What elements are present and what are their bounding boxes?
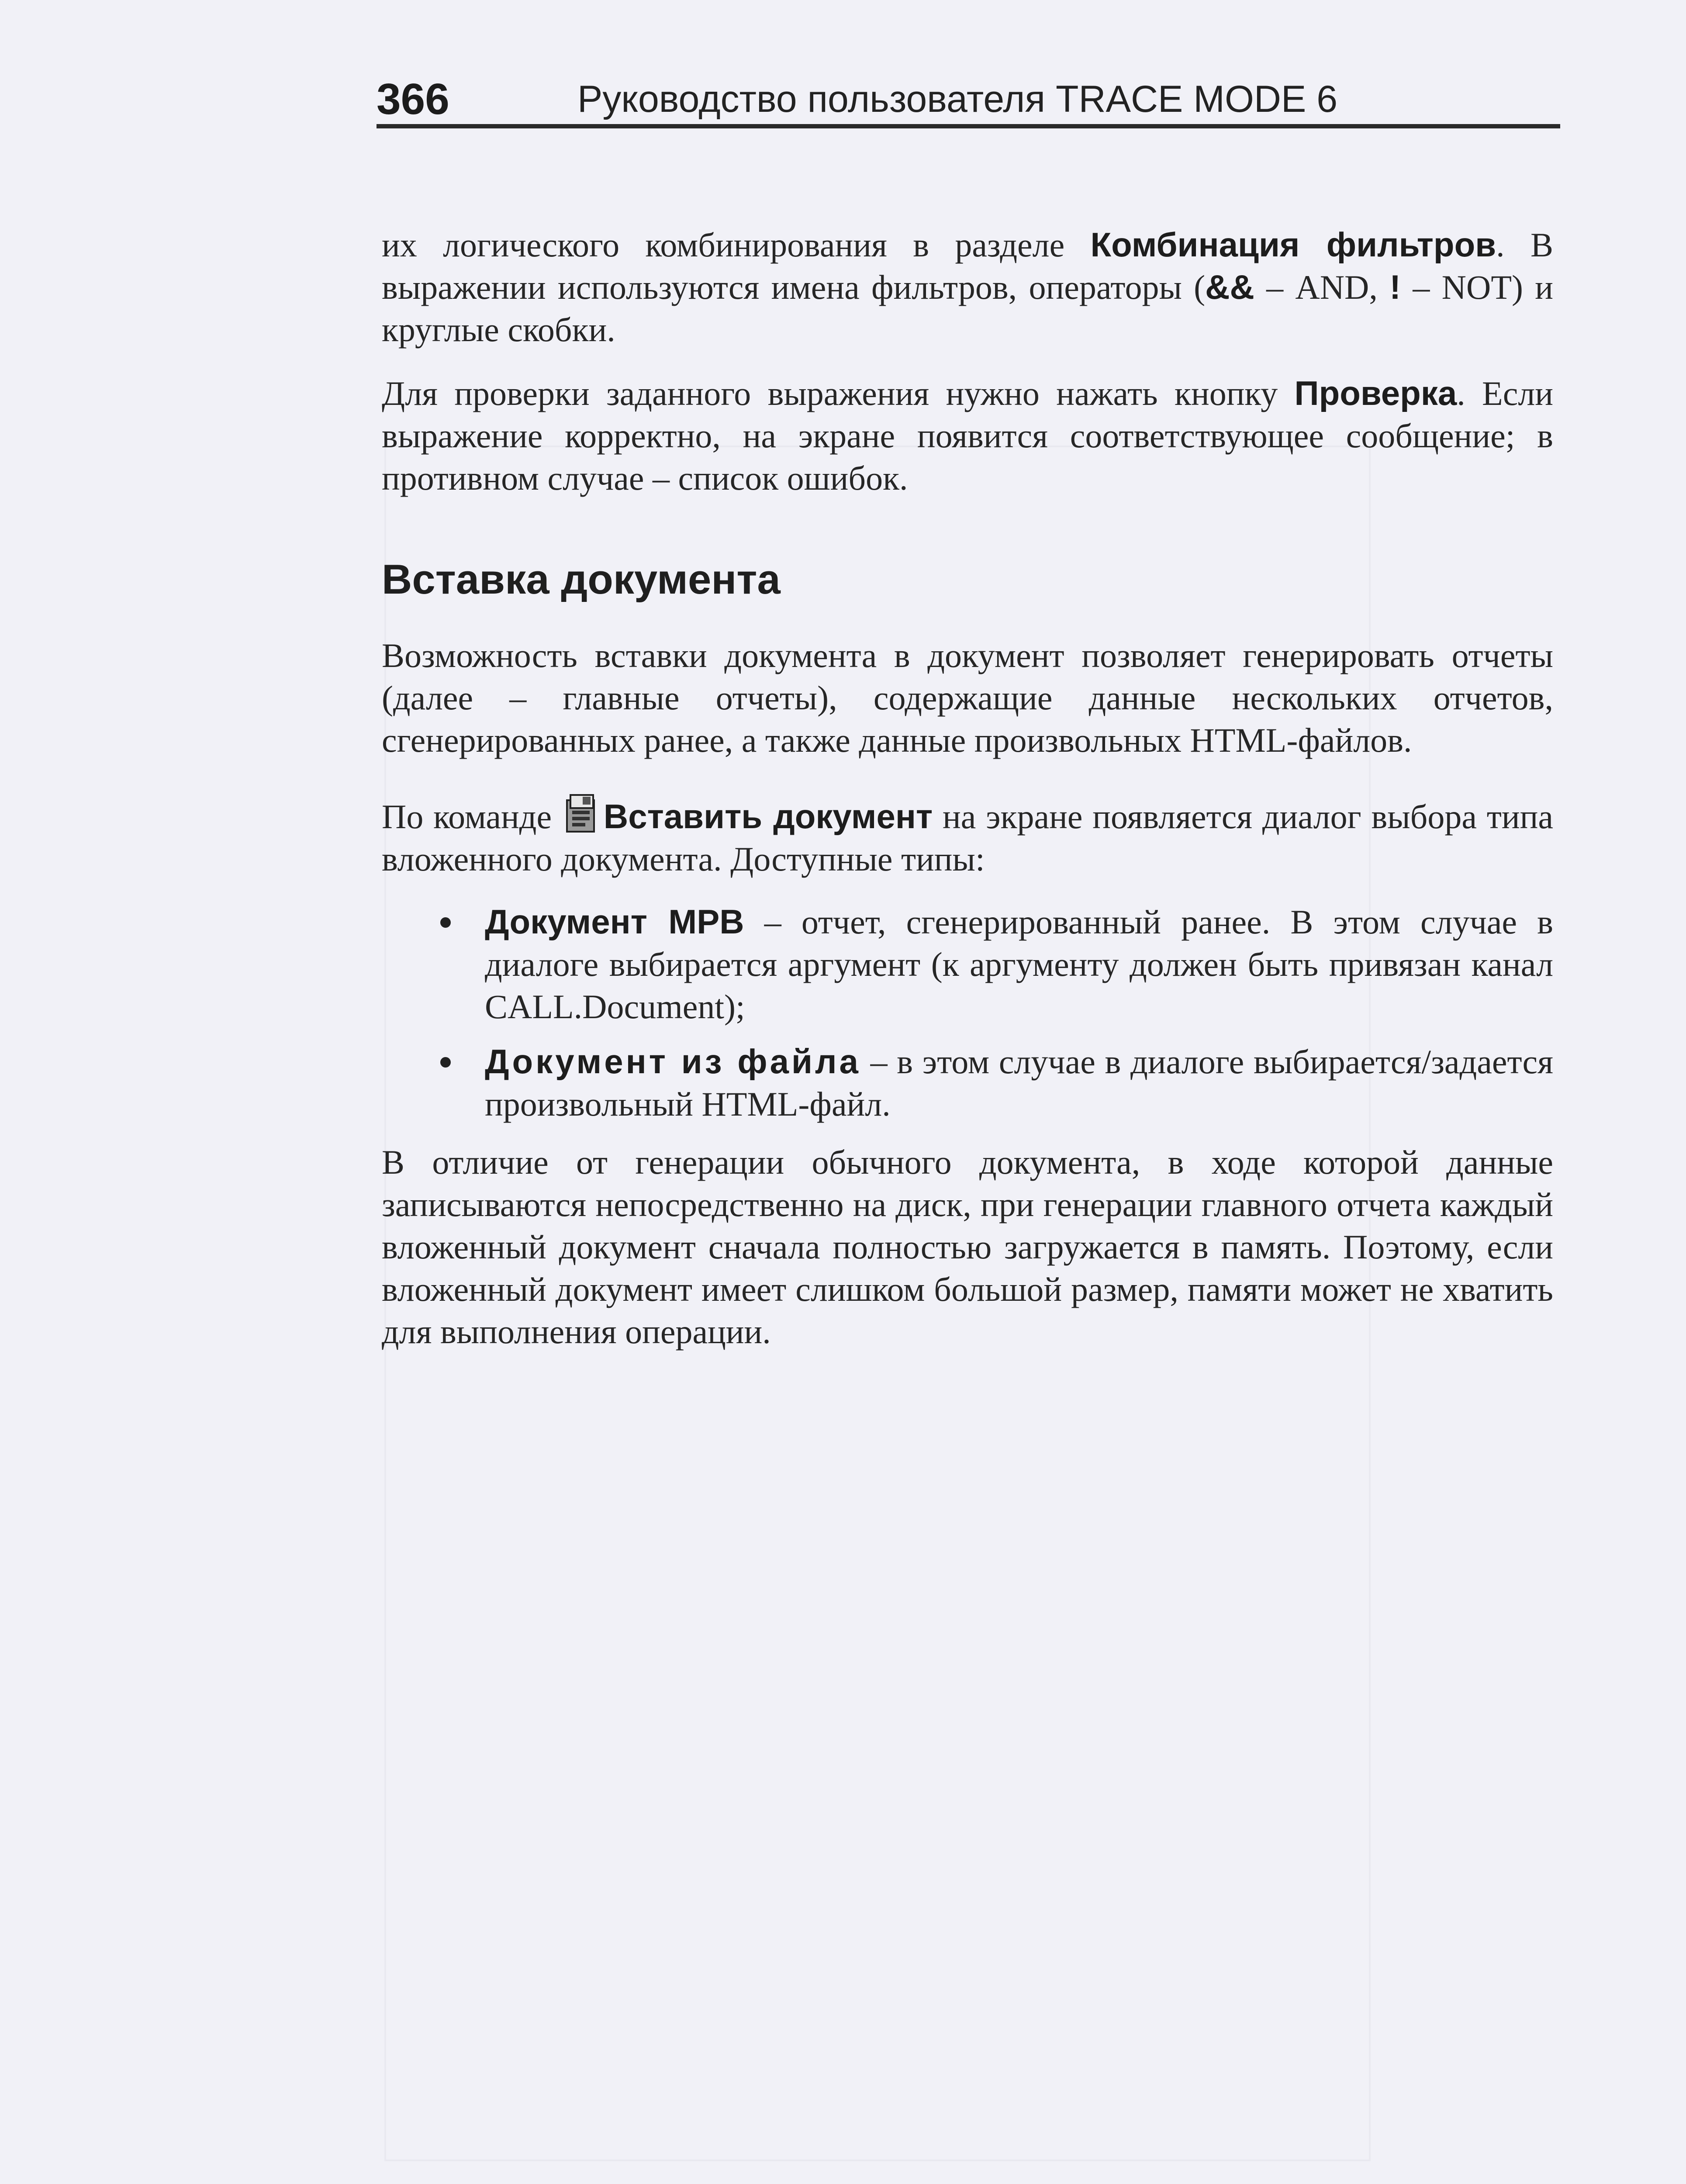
list-item-term: Документ из файла xyxy=(485,1042,861,1081)
running-header xyxy=(377,66,1560,132)
page-number: 366 xyxy=(377,75,449,124)
list-item: Документ из файла – в этом случае в диалоге выбирается/задается произвольный HTML-файл. xyxy=(485,1040,1553,1125)
term-insert-document: Вставить документ xyxy=(603,797,933,836)
list-item-term: Документ МРВ xyxy=(485,902,744,941)
book-title: Руководство пользователя TRACE MODE 6 xyxy=(577,78,1338,120)
paragraph-insert-command: По команде Вставить документ на экране появляется диалог выбора типа вложенного документа. Доступные типы: xyxy=(382,791,1553,880)
bullet-icon xyxy=(440,1057,451,1068)
paragraph-insert-intro: Возможность вставки документа в документ позволяет генерировать отчеты (далее – главные отчеты), содержащие данные нескольких отчетов, сгенерированных ранее, а также данные произвольных HTML-файлов. xyxy=(382,636,1553,759)
bullet-icon xyxy=(440,917,451,928)
operator-not: ! xyxy=(1389,268,1401,306)
paragraph-filter-combination: их логического комбинирования в разделе Комбинация фильтров. В выражении используются имена фильтров, операторы (&& – AND, ! – NOT) и круглые скобки. xyxy=(382,225,1553,349)
list-item: Документ МРВ – отчет, сгенерированный ранее. В этом случае в диалоге выбирается аргумент (к аргументу должен быть привязан канал CALL.Document); xyxy=(485,901,1553,1028)
header-rule xyxy=(377,124,1560,128)
paragraph-check-expression: Для проверки заданного выражения нужно нажать кнопку Проверка. Если выражение корректно, на экране появится соответствующее сообщение; в противном случае – список ошибок. xyxy=(382,374,1553,497)
operator-and: && xyxy=(1205,268,1254,306)
insert-document-icon xyxy=(563,791,599,833)
paragraph-memory-note: В отличие от генерации обычного документа, в ходе которой данные записываются непосредственно на диск, при генерации главного отчета каждый вложенный документ сначала полностью загружается в память. Поэтому, если вложенный документ имеет слишком большой размер, памяти может не хватить для выполнения операции. xyxy=(382,1143,1553,1351)
term-check-button: Проверка xyxy=(1294,374,1457,412)
section-heading: Вставка документа xyxy=(382,556,781,603)
term-filter-combination: Комбинация фильтров xyxy=(1090,225,1496,264)
